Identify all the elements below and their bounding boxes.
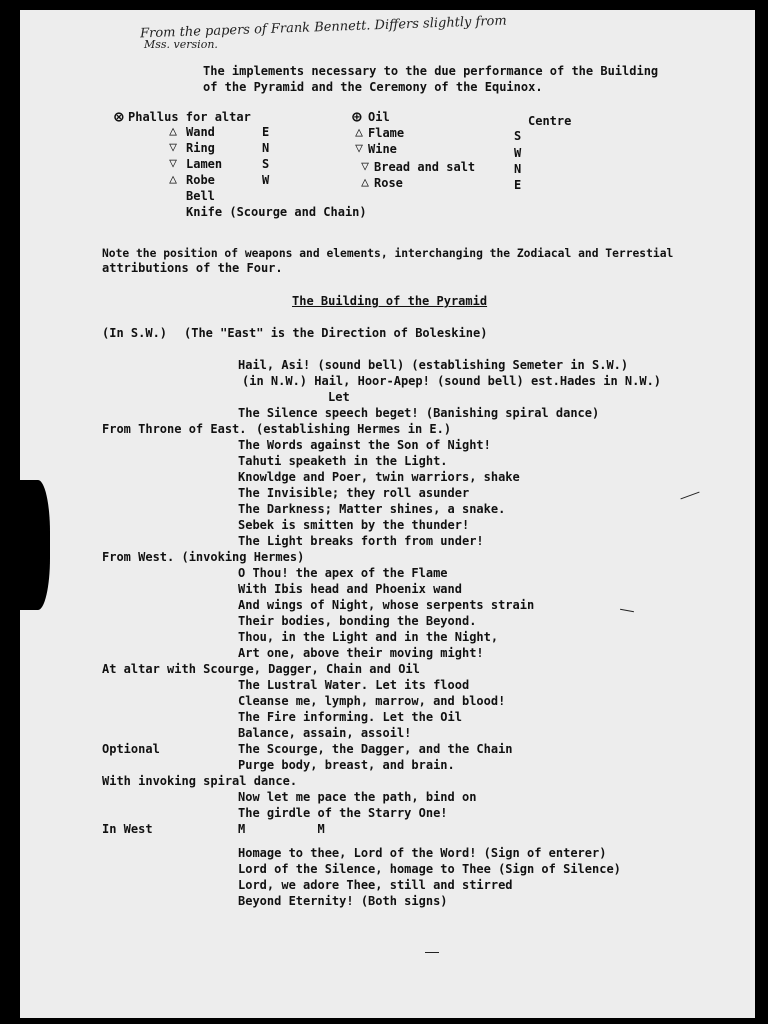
phallus-symbol-icon: ⊗ [114, 107, 124, 126]
ritual-line: (establishing Hermes in E.) [256, 422, 452, 436]
implement-left-5: Bell [186, 189, 215, 203]
ritual-line: Their bodies, bonding the Beyond. [238, 614, 477, 628]
ritual-line: Lord, we adore Thee, still and stirred [238, 878, 513, 892]
implement-right-3: Bread and salt [374, 160, 476, 174]
ritual-line: Now let me pace the path, bind on [238, 790, 477, 804]
scan-mark [620, 609, 634, 612]
ritual-line: The Light breaks forth from under! [238, 534, 484, 548]
ritual-cue: With invoking spiral dance. [102, 774, 298, 788]
ritual-line: Thou, in the Light and in the Night, [238, 630, 499, 644]
handwritten-note-line2: Mss. version. [144, 38, 218, 51]
air-triangle-icon: △ [169, 172, 177, 187]
implement-right-1-dir: S [514, 129, 522, 143]
ritual-line: Homage to thee, Lord of the Word! (Sign of enterer) [238, 846, 607, 860]
ritual-line: The girdle of the Starry One! [238, 806, 448, 820]
earth-triangle-icon: ▽ [169, 156, 177, 171]
oil-symbol-icon: ⊕ [352, 107, 362, 126]
ritual-line: The Invisible; they roll asunder [238, 486, 470, 500]
ritual-line: The Fire informing. Let the Oil [238, 710, 462, 724]
ritual-cue: From Throne of East. [102, 422, 247, 436]
handwritten-note-line1: From the papers of Frank Bennett. Differs slightly from [139, 13, 507, 42]
implement-right-0-dir: Centre [528, 114, 572, 128]
implement-right-1: Flame [368, 126, 405, 140]
section-title: The Building of the Pyramid [292, 294, 488, 308]
implement-right-2-dir: W [514, 146, 522, 160]
flame-triangle-icon: △ [355, 125, 363, 140]
wine-triangle-icon: ▽ [355, 141, 363, 156]
ritual-line: The Scourge, the Dagger, and the Chain [238, 742, 513, 756]
ritual-line: M M [238, 822, 325, 836]
implement-right-3-dir: N [514, 162, 522, 176]
document-page [20, 10, 755, 1018]
ritual-cue: At altar with Scourge, Dagger, Chain and Oil [102, 662, 420, 676]
ritual-line: (in N.W.) Hail, Hoor-Apep! (sound bell) est.Hades in N.W.) [242, 374, 662, 388]
implement-left-0: Phallus for altar [128, 110, 251, 124]
implement-right-0: Oil [368, 110, 390, 124]
ritual-line: Art one, above their moving might! [238, 646, 484, 660]
ritual-line: The Words against the Son of Night! [238, 438, 491, 452]
ritual-line: Hail, Asi! (sound bell) (establishing Semeter in S.W.) [238, 358, 629, 372]
implement-right-4: Rose [374, 176, 403, 190]
ritual-line: The Silence speech beget! (Banishing spiral dance) [238, 406, 600, 420]
implement-right-4-dir: E [514, 178, 522, 192]
ritual-line: Cleanse me, lymph, marrow, and blood! [238, 694, 506, 708]
ritual-cue: (In S.W.) [102, 326, 168, 340]
ritual-line: (The "East" is the Direction of Boleskine) [184, 326, 488, 340]
fire-triangle-icon: △ [169, 124, 177, 139]
ritual-cue: Optional [102, 742, 160, 756]
ritual-line: Balance, assain, assoil! [238, 726, 412, 740]
scan-edge-shadow [20, 480, 50, 610]
ritual-line: And wings of Night, whose serpents strain [238, 598, 535, 612]
ritual-line: The Lustral Water. Let its flood [238, 678, 470, 692]
implement-left-3-dir: S [262, 157, 270, 171]
implement-left-4-dir: W [262, 173, 270, 187]
ritual-line: O Thou! the apex of the Flame [238, 566, 448, 580]
implement-right-2: Wine [368, 142, 397, 156]
scan-mark [425, 952, 439, 953]
ritual-line: Sebek is smitten by the thunder! [238, 518, 470, 532]
implement-left-2: Ring [186, 141, 215, 155]
ritual-line: Let [328, 390, 350, 404]
rose-triangle-icon: △ [361, 175, 369, 190]
implement-left-2-dir: N [262, 141, 270, 155]
ritual-line: Tahuti speaketh in the Light. [238, 454, 448, 468]
ritual-line: With Ibis head and Phoenix wand [238, 582, 462, 596]
ritual-line: Beyond Eternity! (Both signs) [238, 894, 448, 908]
implement-left-1: Wand [186, 125, 215, 139]
implement-left-4: Robe [186, 173, 215, 187]
note-line1: Note the position of weapons and elements, interchanging the Zodiacal and Terrestial [102, 247, 674, 260]
ritual-cue: In West [102, 822, 153, 836]
header-line1: The implements necessary to the due performance of the Building [203, 64, 659, 78]
bread-triangle-icon: ▽ [361, 159, 369, 174]
header-line2: of the Pyramid and the Ceremony of the Equinox. [203, 80, 543, 94]
ritual-line: Purge body, breast, and brain. [238, 758, 455, 772]
ritual-cue: From West. (invoking Hermes) [102, 550, 305, 564]
implement-left-6: Knife (Scourge and Chain) [186, 205, 367, 219]
ritual-line: Lord of the Silence, homage to Thee (Sign of Silence) [238, 862, 621, 876]
note-line2: attributions of the Four. [102, 261, 283, 275]
ritual-line: Knowldge and Poer, twin warriors, shake [238, 470, 520, 484]
water-triangle-icon: ▽ [169, 140, 177, 155]
scan-mark [680, 492, 699, 500]
implement-left-1-dir: E [262, 125, 270, 139]
implement-left-3: Lamen [186, 157, 223, 171]
ritual-line: The Darkness; Matter shines, a snake. [238, 502, 506, 516]
